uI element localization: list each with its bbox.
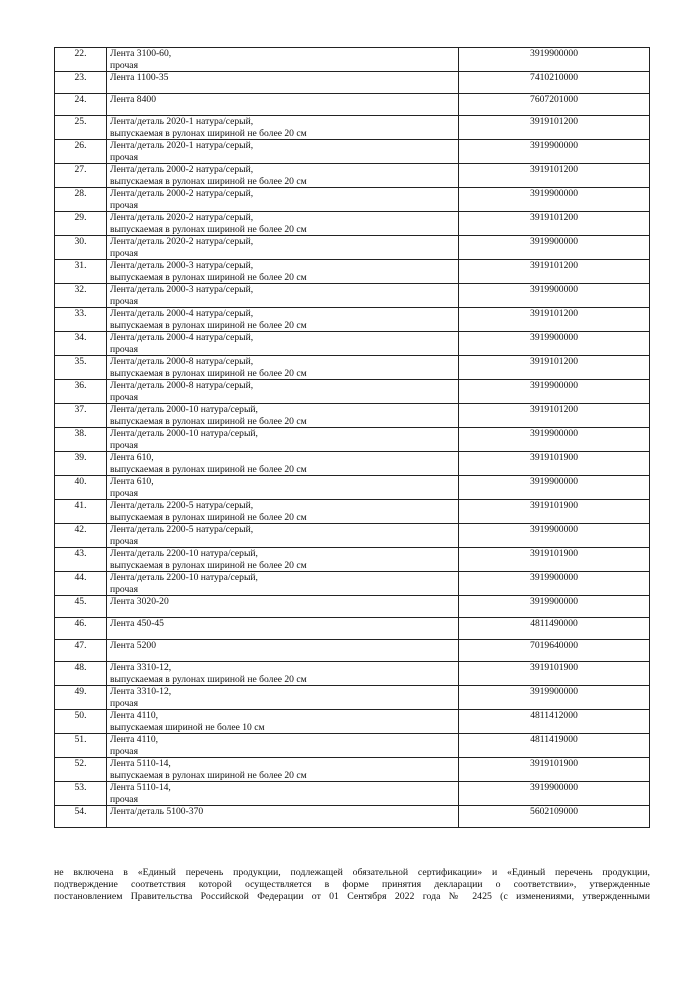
- product-name-cell: [107, 284, 459, 308]
- table-row: [55, 452, 650, 476]
- product-name-line: выпускаемая в рулонах шириной не более 20 см: [110, 673, 307, 685]
- product-name-cell: [107, 236, 459, 260]
- row-number: 49.: [55, 686, 107, 710]
- product-table-body: [55, 48, 650, 828]
- product-name-cell: [107, 524, 459, 548]
- product-name-line: прочая: [110, 439, 138, 451]
- tnved-code: 3919900000: [459, 188, 650, 212]
- product-name-line: Лента 1100-35: [110, 72, 169, 83]
- product-name-line: Лента 4110,: [110, 710, 159, 721]
- footnote-paragraph: [54, 867, 650, 904]
- product-name-cell: [107, 140, 459, 164]
- tnved-code: 3919900000: [459, 380, 650, 404]
- product-name-line: Лента/деталь 2000-10 натура/серый,: [110, 428, 258, 439]
- product-name-line: Лента/деталь 2000-8 натура/серый,: [110, 356, 254, 367]
- product-name-line: Лента 610,: [110, 452, 154, 463]
- table-row: [55, 524, 650, 548]
- table-row: [55, 116, 650, 140]
- table-row: [55, 806, 650, 828]
- product-name-line: выпускаемая в рулонах шириной не более 20 см: [110, 769, 307, 781]
- product-name-line: Лента/деталь 2020-2 натура/серый,: [110, 212, 254, 223]
- table-row: [55, 734, 650, 758]
- row-number: 42.: [55, 524, 107, 548]
- product-name-line: Лента/деталь 2000-2 натура/серый,: [110, 188, 254, 199]
- product-name-line: прочая: [110, 247, 138, 259]
- product-name-line: выпускаемая в рулонах шириной не более 20 см: [110, 367, 307, 379]
- product-name-line: Лента 8400: [110, 94, 156, 105]
- tnved-code: 3919900000: [459, 48, 650, 72]
- row-number: 54.: [55, 806, 107, 828]
- tnved-code: 3919101200: [459, 356, 650, 380]
- product-name-line: Лента/деталь 2000-4 натура/серый,: [110, 332, 254, 343]
- product-name-line: прочая: [110, 59, 138, 71]
- product-name-line: выпускаемая в рулонах шириной не более 20 см: [110, 271, 307, 283]
- tnved-code: 3919900000: [459, 686, 650, 710]
- product-name-cell: [107, 428, 459, 452]
- tnved-code: 3919900000: [459, 596, 650, 618]
- row-number: 45.: [55, 596, 107, 618]
- product-name-line: Лента/деталь 2020-2 натура/серый,: [110, 236, 254, 247]
- product-name-line: Лента/деталь 2020-1 натура/серый,: [110, 140, 254, 151]
- tnved-code: 3919101200: [459, 260, 650, 284]
- table-row: [55, 710, 650, 734]
- product-name-line: Лента/деталь 5100-370: [110, 806, 204, 817]
- product-name-line: прочая: [110, 793, 138, 805]
- row-number: 30.: [55, 236, 107, 260]
- product-name-cell: [107, 72, 459, 94]
- product-name-line: выпускаемая в рулонах шириной не более 20 см: [110, 511, 307, 523]
- product-name-cell: [107, 94, 459, 116]
- product-name-line: прочая: [110, 391, 138, 403]
- tnved-code: 7607201000: [459, 94, 650, 116]
- product-name-line: прочая: [110, 745, 138, 757]
- row-number: 52.: [55, 758, 107, 782]
- product-name-line: Лента 4110,: [110, 734, 159, 745]
- row-number: 48.: [55, 662, 107, 686]
- tnved-code: 3919101900: [459, 662, 650, 686]
- product-name-cell: [107, 710, 459, 734]
- product-name-cell: [107, 48, 459, 72]
- row-number: 44.: [55, 572, 107, 596]
- product-name-line: Лента 5110-14,: [110, 782, 171, 793]
- table-row: [55, 476, 650, 500]
- product-name-line: Лента 3100-60,: [110, 48, 172, 59]
- product-name-line: Лента/деталь 2200-5 натура/серый,: [110, 524, 254, 535]
- product-name-cell: [107, 500, 459, 524]
- product-name-cell: [107, 332, 459, 356]
- product-table: [54, 47, 650, 828]
- row-number: 40.: [55, 476, 107, 500]
- product-name-line: Лента/деталь 2200-10 натура/серый,: [110, 548, 258, 559]
- tnved-code: 7410210000: [459, 72, 650, 94]
- footnote-line: подтверждение соответствия которой осуществляется в форме принятия декларации о соответствии», утвержденные: [54, 879, 650, 891]
- table-row: [55, 380, 650, 404]
- table-row: [55, 640, 650, 662]
- row-number: 23.: [55, 72, 107, 94]
- row-number: 39.: [55, 452, 107, 476]
- tnved-code: 3919101200: [459, 164, 650, 188]
- product-name-line: Лента/деталь 2020-1 натура/серый,: [110, 116, 254, 127]
- product-name-line: Лента/деталь 2200-5 натура/серый,: [110, 500, 254, 511]
- product-name-line: Лента/деталь 2000-10 натура/серый,: [110, 404, 258, 415]
- tnved-code: 3919101900: [459, 500, 650, 524]
- tnved-code: 3919101200: [459, 212, 650, 236]
- tnved-code: 3919900000: [459, 524, 650, 548]
- table-row: [55, 572, 650, 596]
- tnved-code: 4811419000: [459, 734, 650, 758]
- product-name-line: прочая: [110, 583, 138, 595]
- product-name-cell: [107, 782, 459, 806]
- product-name-cell: [107, 452, 459, 476]
- product-name-line: прочая: [110, 697, 138, 709]
- product-name-cell: [107, 404, 459, 428]
- product-name-line: выпускаемая в рулонах шириной не более 20 см: [110, 319, 307, 331]
- table-row: [55, 356, 650, 380]
- table-row: [55, 188, 650, 212]
- row-number: 37.: [55, 404, 107, 428]
- product-name-cell: [107, 686, 459, 710]
- row-number: 47.: [55, 640, 107, 662]
- row-number: 24.: [55, 94, 107, 116]
- tnved-code: 3919900000: [459, 332, 650, 356]
- row-number: 27.: [55, 164, 107, 188]
- tnved-code: 7019640000: [459, 640, 650, 662]
- table-row: [55, 72, 650, 94]
- tnved-code: 3919101200: [459, 308, 650, 332]
- tnved-code: 3919900000: [459, 782, 650, 806]
- tnved-code: 3919101900: [459, 452, 650, 476]
- table-row: [55, 618, 650, 640]
- row-number: 38.: [55, 428, 107, 452]
- table-row: [55, 236, 650, 260]
- tnved-code: 4811412000: [459, 710, 650, 734]
- product-name-line: Лента/деталь 2000-2 натура/серый,: [110, 164, 254, 175]
- table-row: [55, 308, 650, 332]
- tnved-code: 3919900000: [459, 428, 650, 452]
- product-name-cell: [107, 356, 459, 380]
- table-row: [55, 48, 650, 72]
- row-number: 41.: [55, 500, 107, 524]
- product-name-line: Лента/деталь 2000-3 натура/серый,: [110, 260, 254, 271]
- row-number: 34.: [55, 332, 107, 356]
- product-name-line: выпускаемая шириной не более 10 см: [110, 721, 265, 733]
- table-row: [55, 212, 650, 236]
- product-name-cell: [107, 476, 459, 500]
- product-name-cell: [107, 116, 459, 140]
- table-row: [55, 332, 650, 356]
- tnved-code: 4811490000: [459, 618, 650, 640]
- product-name-line: прочая: [110, 535, 138, 547]
- product-name-cell: [107, 640, 459, 662]
- tnved-code: 3919101200: [459, 404, 650, 428]
- product-name-cell: [107, 260, 459, 284]
- table-row: [55, 686, 650, 710]
- product-name-line: Лента 450-45: [110, 618, 164, 629]
- row-number: 36.: [55, 380, 107, 404]
- row-number: 43.: [55, 548, 107, 572]
- product-name-cell: [107, 734, 459, 758]
- product-name-line: выпускаемая в рулонах шириной не более 20 см: [110, 175, 307, 187]
- tnved-code: 3919900000: [459, 140, 650, 164]
- table-row: [55, 782, 650, 806]
- product-name-line: выпускаемая в рулонах шириной не более 20 см: [110, 559, 307, 571]
- product-name-cell: [107, 618, 459, 640]
- row-number: 51.: [55, 734, 107, 758]
- product-name-cell: [107, 380, 459, 404]
- product-name-cell: [107, 806, 459, 828]
- product-name-line: Лента 3020-20: [110, 596, 169, 607]
- tnved-code: 5602109000: [459, 806, 650, 828]
- product-name-cell: [107, 662, 459, 686]
- table-row: [55, 404, 650, 428]
- row-number: 28.: [55, 188, 107, 212]
- row-number: 26.: [55, 140, 107, 164]
- product-name-line: Лента 3310-12,: [110, 686, 172, 697]
- product-name-line: Лента/деталь 2000-3 натура/серый,: [110, 284, 254, 295]
- tnved-code: 3919900000: [459, 236, 650, 260]
- table-row: [55, 140, 650, 164]
- footnote-line: не включена в «Единый перечень продукции, подлежащей обязательной сертификации» и «Единый перечень продукции,: [54, 867, 650, 878]
- product-name-cell: [107, 212, 459, 236]
- tnved-code: 3919101200: [459, 116, 650, 140]
- row-number: 53.: [55, 782, 107, 806]
- product-name-line: выпускаемая в рулонах шириной не более 20 см: [110, 127, 307, 139]
- product-name-cell: [107, 188, 459, 212]
- table-row: [55, 500, 650, 524]
- product-name-line: прочая: [110, 295, 138, 307]
- tnved-code: 3919101900: [459, 548, 650, 572]
- table-row: [55, 284, 650, 308]
- product-name-cell: [107, 572, 459, 596]
- product-name-cell: [107, 308, 459, 332]
- table-row: [55, 164, 650, 188]
- row-number: 35.: [55, 356, 107, 380]
- table-row: [55, 428, 650, 452]
- table-row: [55, 596, 650, 618]
- row-number: 32.: [55, 284, 107, 308]
- row-number: 25.: [55, 116, 107, 140]
- product-name-line: Лента 5200: [110, 640, 156, 651]
- product-name-line: прочая: [110, 199, 138, 211]
- tnved-code: 3919900000: [459, 476, 650, 500]
- row-number: 22.: [55, 48, 107, 72]
- table-row: [55, 260, 650, 284]
- product-name-line: выпускаемая в рулонах шириной не более 20 см: [110, 223, 307, 235]
- product-name-line: выпускаемая в рулонах шириной не более 20 см: [110, 415, 307, 427]
- product-name-line: выпускаемая в рулонах шириной не более 20 см: [110, 463, 307, 475]
- tnved-code: 3919900000: [459, 284, 650, 308]
- product-name-line: прочая: [110, 487, 138, 499]
- product-name-line: Лента/деталь 2000-4 натура/серый,: [110, 308, 254, 319]
- row-number: 46.: [55, 618, 107, 640]
- table-row: [55, 548, 650, 572]
- product-name-line: Лента/деталь 2000-8 натура/серый,: [110, 380, 254, 391]
- tnved-code: 3919900000: [459, 572, 650, 596]
- product-name-cell: [107, 596, 459, 618]
- table-row: [55, 94, 650, 116]
- tnved-code: 3919101900: [459, 758, 650, 782]
- product-name-line: Лента/деталь 2200-10 натура/серый,: [110, 572, 258, 583]
- product-name-line: прочая: [110, 151, 138, 163]
- table-row: [55, 758, 650, 782]
- product-name-line: Лента 3310-12,: [110, 662, 172, 673]
- product-name-line: Лента 610,: [110, 476, 154, 487]
- product-name-cell: [107, 548, 459, 572]
- table-row: [55, 662, 650, 686]
- row-number: 29.: [55, 212, 107, 236]
- row-number: 33.: [55, 308, 107, 332]
- footnote-line: постановлением Правительства Российской Федерации от 01 Сентября 2022 года № 2425 (с изменениями, утвержденными: [54, 891, 650, 903]
- row-number: 31.: [55, 260, 107, 284]
- product-name-line: Лента 5110-14,: [110, 758, 171, 769]
- row-number: 50.: [55, 710, 107, 734]
- product-name-cell: [107, 164, 459, 188]
- product-name-cell: [107, 758, 459, 782]
- product-name-line: прочая: [110, 343, 138, 355]
